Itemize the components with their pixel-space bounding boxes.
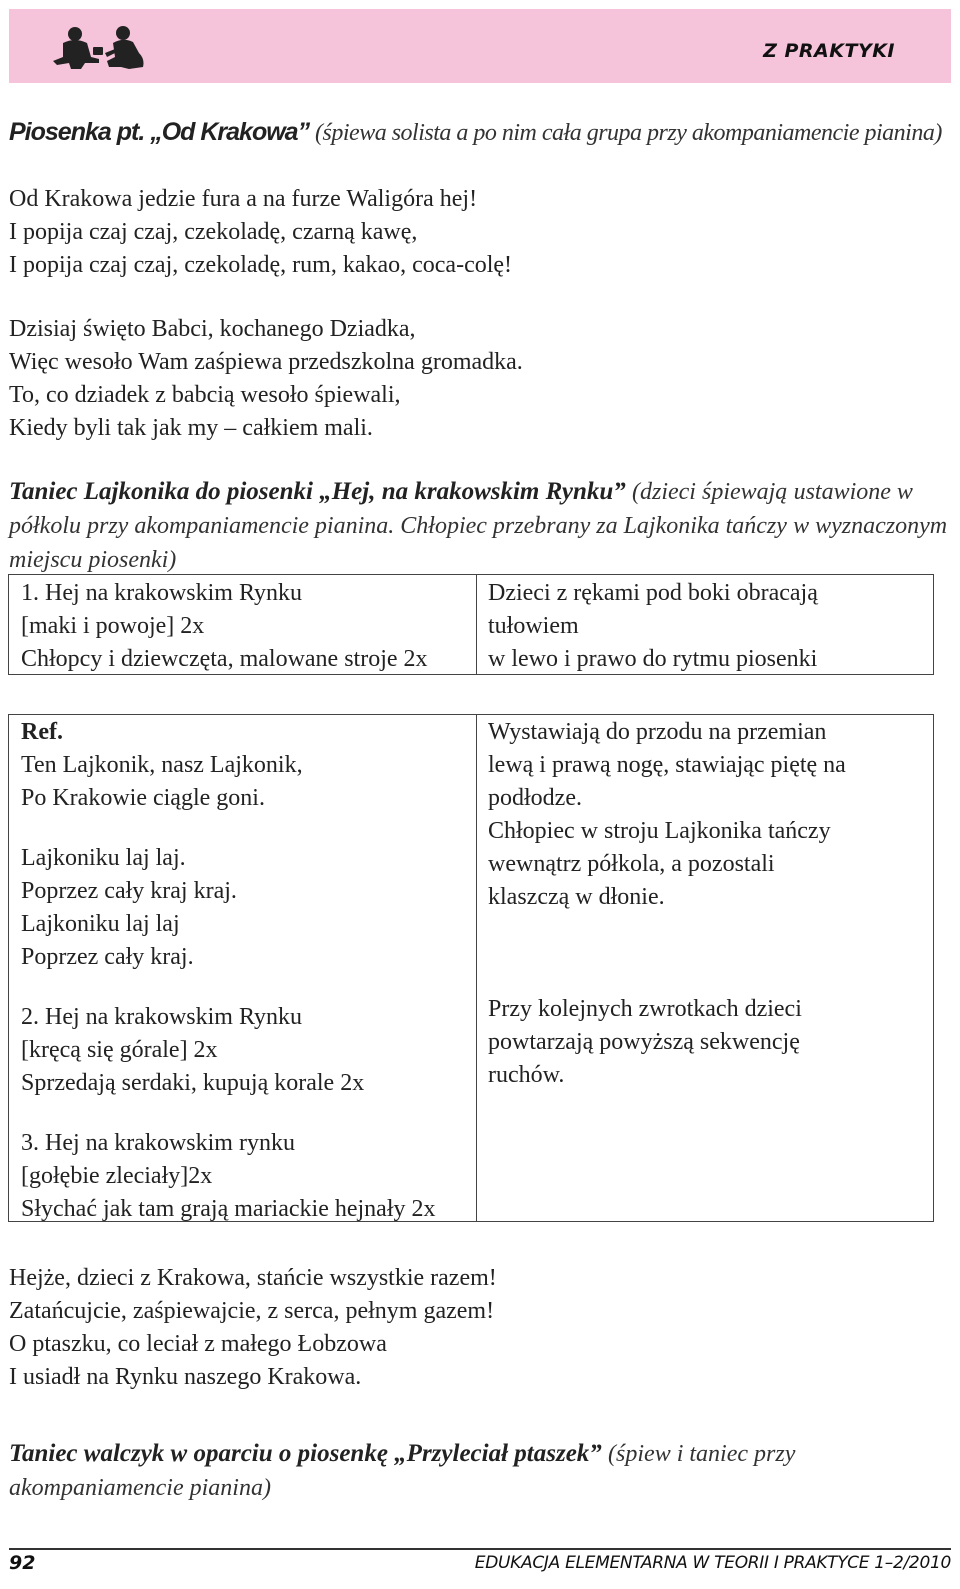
movement-line: klaszczą w dłonie.: [488, 884, 665, 910]
lyric-line: Chłopcy i dziewczęta, malowane stroje 2x: [21, 646, 428, 672]
stanza-line: Więc wesoło Wam zaśpiewa przedszkolna gromadka.: [9, 349, 523, 375]
waltz-note: (śpiew i taniec przy: [608, 1441, 796, 1467]
lyric-line: [kręcą się górale] 2x: [21, 1037, 218, 1063]
lyrics-cell: [21, 577, 428, 676]
page-number: 92: [9, 1552, 36, 1574]
movement-line: Wystawiają do przodu na przemian: [488, 719, 827, 745]
movement-line: Przy kolejnych zwrotkach dzieci: [488, 996, 802, 1022]
lyric-line: 2. Hej na krakowskim Rynku: [21, 1004, 303, 1030]
waltz-note: akompaniamencie pianina): [9, 1475, 271, 1501]
stanza-line: Zatańcujcie, zaśpiewajcie, z serca, pełnym gazem!: [9, 1298, 495, 1324]
dance-note: w wyznaczonym miejscu piosenki): [9, 513, 948, 573]
movement-line: podłodze.: [488, 785, 582, 811]
waltz-title: Taniec walczyk w oparciu o piosenkę „Przyleciał ptaszek”: [9, 1440, 602, 1467]
lyric-line: Lajkoniku laj laj.: [21, 845, 186, 871]
column-divider: [476, 715, 477, 1221]
stanza-line: Od Krakowa jedzie fura a na furze Waligóra hej!: [9, 186, 478, 212]
closing-stanza: [9, 1262, 497, 1394]
dance-note: (dzieci śpiewają: [632, 479, 788, 505]
stanza-line: To, co dziadek z babcią wesoło śpiewali,: [9, 382, 401, 408]
movement-line: tułowiem: [488, 613, 579, 639]
movement-line: wewnątrz półkola, a pozostali: [488, 851, 775, 877]
refrain-label: Ref.: [21, 719, 63, 745]
stanza-line: O ptaszku, co leciał z małego Łobzowa: [9, 1331, 387, 1357]
lyric-line: Słychać jak tam grają mariackie hejnały 2x: [21, 1196, 436, 1222]
dance-title: Taniec Lajkonika do piosenki „Hej, na krakowskim Rynku”: [9, 478, 626, 505]
stanza-line: I popija czaj czaj, czekoladę, rum, kakao, coca-colę!: [9, 252, 513, 278]
stanza-1: [9, 183, 512, 282]
lyric-line: Poprzez cały kraj kraj.: [21, 878, 237, 904]
movement-cell: [488, 993, 802, 1092]
instruction-table-2: [8, 714, 934, 1222]
header-band: [9, 9, 951, 83]
stanza-line: Hejże, dzieci z Krakowa, stańcie wszystkie razem!: [9, 1265, 497, 1291]
stanza-2: [9, 313, 523, 445]
dance-note: ustawione w półkolu przy akompaniamencie pianina. Chłopiec przebrany za Lajkonika tańczy: [9, 479, 913, 539]
song-heading: [9, 116, 954, 150]
lyric-line: Lajkoniku laj laj: [21, 911, 180, 937]
lyric-line: 3. Hej na krakowskim rynku: [21, 1130, 295, 1156]
lyric-line: Sprzedają serdaki, kupują korale 2x: [21, 1070, 365, 1096]
lyric-line: 1. Hej na krakowskim Rynku: [21, 580, 303, 606]
song-title: Piosenka pt. „Od Krakowa”: [9, 118, 310, 146]
movement-line: Chłopiec w stroju Lajkonika tańczy: [488, 818, 831, 844]
song-performance-note: (śpiewa solista a po nim cała grupa przy akompaniamencie pianina): [315, 120, 942, 146]
footer-rule: [9, 1548, 951, 1550]
movement-line: w lewo i prawo do rytmu piosenki: [488, 646, 818, 672]
section-label: Z PRAKTYKI: [763, 40, 895, 62]
movement-line: lewą i prawą nogę, stawiając piętę na: [488, 752, 846, 778]
lyric-line: [maki i powoje] 2x: [21, 613, 205, 639]
stanza-line: Kiedy byli tak jak my – całkiem mali.: [9, 415, 373, 441]
movement-line: powtarzają powyższą sekwencję: [488, 1029, 800, 1055]
column-divider: [476, 575, 477, 674]
movement-cell: [488, 716, 846, 914]
movement-line: Dzieci z rękami pod boki obracają: [488, 580, 818, 606]
lyrics-cell: [21, 716, 436, 1226]
instruction-table-1: [8, 574, 934, 675]
movement-line: ruchów.: [488, 1062, 565, 1088]
lyric-line: Po Krakowie ciągle goni.: [21, 785, 265, 811]
journal-name: EDUKACJA ELEMENTARNA W TEORII I PRAKTYCE 1–2/2010: [474, 1553, 951, 1573]
waltz-heading: [9, 1437, 954, 1505]
lyric-line: [gołębie zleciały]2x: [21, 1163, 213, 1189]
dance-heading: [9, 475, 954, 577]
movement-cell: [488, 577, 818, 676]
lyric-line: Ten Lajkonik, nasz Lajkonik,: [21, 752, 303, 778]
lyric-line: Poprzez cały kraj.: [21, 944, 194, 970]
stanza-line: I popija czaj czaj, czekoladę, czarną kawę,: [9, 219, 418, 245]
children-playing-icon: [49, 23, 149, 73]
stanza-line: I usiadł na Rynku naszego Krakowa.: [9, 1364, 362, 1390]
stanza-line: Dzisiaj święto Babci, kochanego Dziadka,: [9, 316, 416, 342]
